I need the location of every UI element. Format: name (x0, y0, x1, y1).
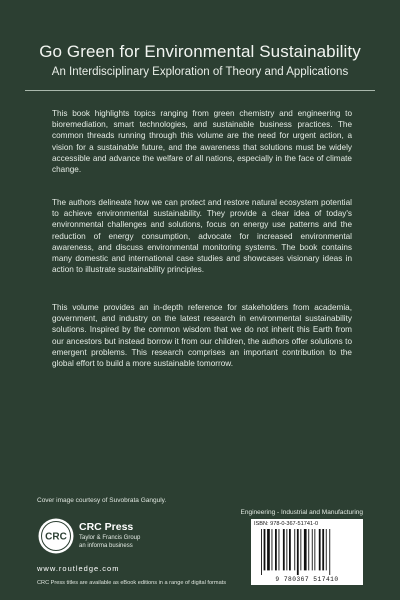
barcode-bar (314, 529, 315, 570)
crc-logo-text: CRC (45, 531, 67, 543)
barcode-bar (272, 529, 273, 570)
barcode-icon (259, 529, 357, 575)
publisher-block (37, 517, 217, 561)
isbn-barcode-box (251, 519, 363, 585)
barcode-number: 9 780367 517410 (275, 576, 339, 583)
barcode-bar (326, 529, 327, 570)
barcode-bar (286, 529, 287, 570)
blurb-paragraph-3: This volume provides an in-depth reference for stakeholders from academia, government, and industry on the latest research in environmental sustainability solutions. Inspired by the common wisdom that we do not inherit this Earth from our ancestors but instead borrow it from our children, the authors offer solutions to emergent problems. This research comprises an important contribution to the global effort to build a more sustainable tomorrow. (52, 303, 352, 369)
cover-image-credit: Cover image courtesy of Suvobrata Ganguly. (37, 497, 167, 504)
subject-category: Engineering - Industrial and Manufacturing (240, 509, 363, 516)
barcode-bar (304, 529, 307, 570)
crc-press-logo-icon (37, 517, 75, 555)
ebook-note: CRC Press titles are available as eBook editions in a range of digital formats (37, 580, 227, 586)
blurb-paragraph-2: The authors delineate how we can protect and restore natural ecosystem potential to achieve environmental sustainability. They provide a clear idea of today's environmental challenges and solutions, focus on energy use patterns and the reduction of energy consumption, advocate for increased environmental awareness, and discuss environmental monitoring systems. The book contains many domestic and international case studies and showcases visionary ideas in action to illustrate sustainability principles. (52, 198, 352, 275)
publisher-name: CRC Press (79, 521, 134, 533)
publisher-website: www.routledge.com (37, 564, 120, 573)
isbn-text: ISBN: 978-0-367-51741-0 (254, 521, 319, 527)
barcode-bar (279, 529, 280, 570)
book-title: Go Green for Environmental Sustainability (39, 42, 361, 61)
barcode-bar (294, 529, 295, 570)
book-subtitle: An Interdisciplinary Exploration of Theory and Applications (51, 66, 349, 78)
barcode-bar (267, 529, 270, 570)
barcode-bar (297, 529, 299, 575)
barcode-bar (264, 529, 266, 570)
barcode-bar (300, 529, 301, 570)
publisher-informa: an informa business (79, 543, 133, 549)
barcode-bar (308, 529, 309, 570)
barcode-bar (289, 529, 291, 570)
barcode-bar (322, 529, 324, 570)
barcode-bar (329, 529, 330, 575)
blurb-paragraph-1: This book highlights topics ranging from green chemistry and engineering to bioremediation, smart technologies, and sustainable business practices. The common threads running through this volume are the need for urgent action, a vision for a sustainable future, and the awareness that solutions must be widely accessible and advance the welfare of all nations, especially in the face of climate change. (52, 109, 352, 175)
barcode-bar (283, 529, 285, 570)
publisher-group: Taylor & Francis Group (79, 535, 141, 541)
barcode-bar (319, 529, 321, 570)
barcode-bar (312, 529, 313, 570)
title-divider (25, 90, 375, 91)
barcode-bar (275, 529, 277, 570)
barcode-bar (261, 529, 262, 575)
